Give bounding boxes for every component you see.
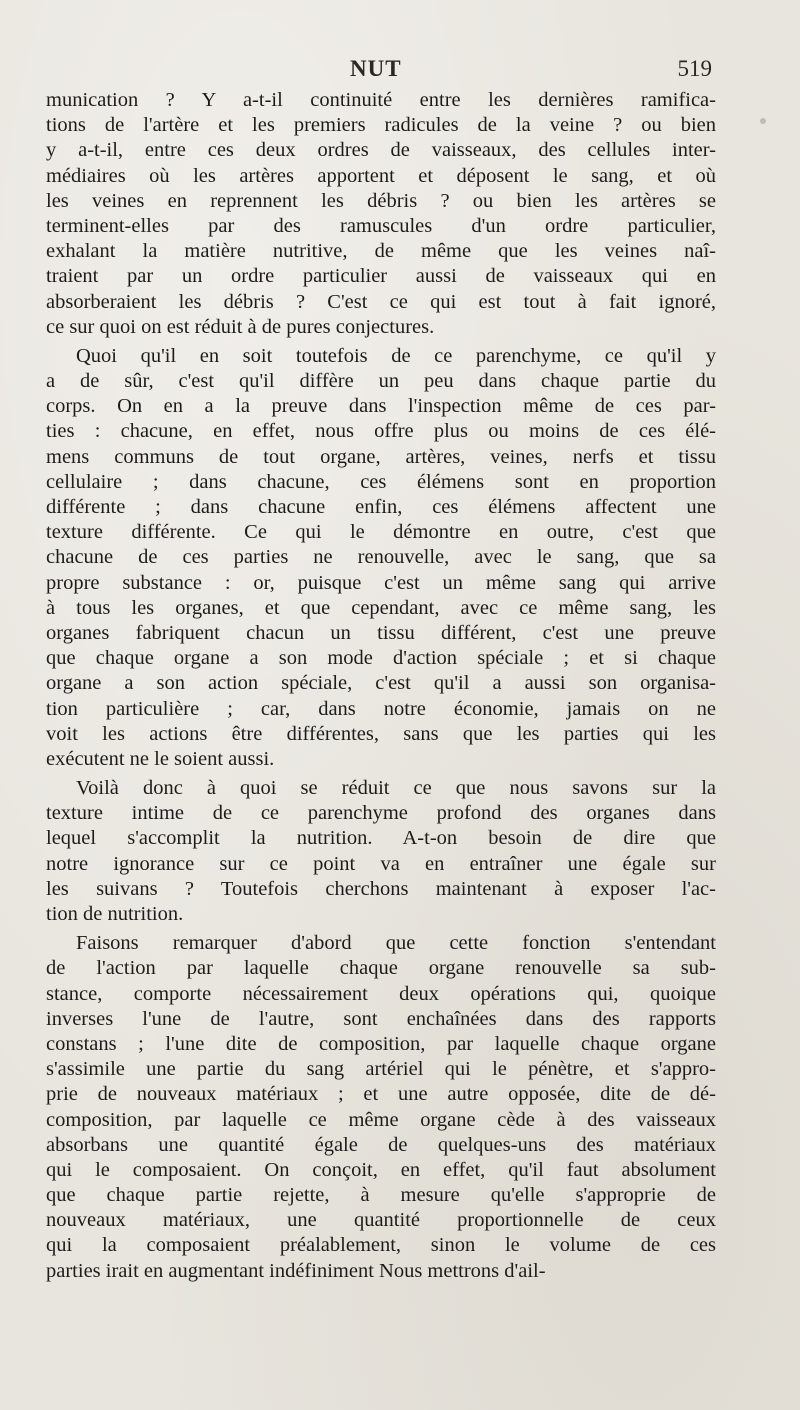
text-line: exhalant la matière nutritive, de même que les veines naî- — [46, 240, 716, 263]
text-line: chacune de ces parties ne renouvelle, avec le sang, que sa — [46, 546, 716, 569]
text-line: absorbans une quantité égale de quelques-uns des matériaux — [46, 1133, 716, 1156]
paragraph — [46, 344, 716, 772]
text-line: Quoi qu'il en soit toutefois de ce parenchyme, ce qu'il y — [76, 344, 716, 367]
text-line: notre ignorance sur ce point va en entraîner une égale sur — [46, 852, 716, 875]
text-line: que chaque organe a son mode d'action spéciale ; et si chaque — [46, 647, 716, 670]
paper-spot — [760, 118, 766, 124]
text-line: les suivans ? Toutefois cherchons maintenant à exposer l'ac- — [46, 877, 716, 900]
text-line: mens communs de tout organe, artères, veines, nerfs et tissu — [46, 445, 716, 468]
text-line: inverses l'une de l'autre, sont enchaînées dans des rapports — [46, 1007, 716, 1030]
text-line: tion de nutrition. — [46, 903, 184, 925]
text-line: qui la composaient préalablement, sinon le volume de ces — [46, 1234, 716, 1257]
text-line: cellulaire ; dans chacune, ces élémens sont en proportion — [46, 470, 716, 493]
text-line: tion particulière ; car, dans notre économie, jamais on ne — [46, 697, 716, 720]
text-line: exécutent ne le soient aussi. — [46, 747, 275, 770]
running-head — [0, 56, 800, 86]
text-line: organes fabriquent chacun un tissu différent, c'est une preuve — [46, 621, 716, 644]
paragraph — [46, 776, 716, 927]
text-line: ce sur quoi on est réduit à de pures conjectures. — [46, 315, 435, 338]
text-line: corps. On en a la preuve dans l'inspection même de ces par- — [46, 395, 716, 418]
text-line: y a-t-il, entre ces deux ordres de vaisseaux, des cellules inter- — [46, 139, 716, 162]
paragraph — [46, 931, 716, 1284]
text-line: traient par un ordre particulier aussi de vaisseaux qui en — [46, 265, 716, 288]
text-line: à tous les organes, et que cependant, avec ce même sang, les — [46, 596, 716, 619]
text-line: propre substance : or, puisque c'est un même sang qui arrive — [46, 571, 716, 594]
text-line: composition, par laquelle ce même organe cède à des vaisseaux — [46, 1108, 716, 1131]
running-head-title: NUT — [350, 56, 402, 81]
text-line: différente ; dans chacune enfin, ces élémens affectent une — [46, 496, 716, 518]
body-text — [46, 88, 716, 1284]
text-line: nouveaux matériaux, une quantité proportionnelle de ceux — [46, 1209, 716, 1232]
text-line: s'assimile une partie du sang artériel qui le pénètre, et s'appro- — [46, 1058, 716, 1081]
text-line: lequel s'accomplit la nutrition. A-t-on besoin de dire que — [46, 827, 716, 850]
text-line: de l'action par laquelle chaque organe renouvelle sa sub- — [46, 957, 716, 980]
text-line: organe a son action spéciale, c'est qu'il a aussi son organisa- — [46, 672, 716, 695]
text-line: voit les actions être différentes, sans que les parties qui les — [46, 722, 716, 745]
text-line: que chaque partie rejette, à mesure qu'elle s'approprie de — [46, 1184, 716, 1207]
text-line: absorberaient les débris ? C'est ce qui est tout à fait ignoré, — [46, 290, 716, 313]
text-line: les veines en reprennent les débris ? ou bien les artères se — [46, 189, 716, 212]
text-line: qui le composaient. On conçoit, en effet, qu'il faut absolument — [46, 1158, 716, 1181]
text-line: prie de nouveaux matériaux ; et une autre opposée, dite de dé- — [46, 1083, 716, 1106]
paragraph — [46, 88, 716, 340]
text-line: parties irait en augmentant indéfiniment Nous mettrons d'ail- — [46, 1259, 546, 1282]
text-line: Faisons remarquer d'abord que cette fonction s'entendant — [76, 932, 716, 955]
text-line: terminent-elles par des ramuscules d'un ordre particulier, — [46, 214, 716, 237]
text-line: tions de l'artère et les premiers radicules de la veine ? ou bien — [46, 114, 716, 137]
text-line: a de sûr, c'est qu'il diffère un peu dans chaque partie du — [46, 370, 716, 393]
text-line: ties : chacune, en effet, nous offre plus ou moins de ces élé- — [46, 420, 716, 443]
text-line: stance, comporte nécessairement deux opérations qui, quoique — [46, 982, 716, 1005]
text-line: Voilà donc à quoi se réduit ce que nous savons sur la — [76, 777, 716, 800]
text-line: texture différente. Ce qui le démontre en outre, c'est que — [46, 521, 716, 544]
text-line: texture intime de ce parenchyme profond des organes dans — [46, 802, 716, 825]
text-line: constans ; l'une dite de composition, par laquelle chaque organe — [46, 1032, 716, 1055]
text-line: munication ? Y a-t-il continuité entre les dernières ramifica- — [46, 89, 716, 111]
page-number: 519 — [677, 56, 712, 81]
text-line: médiaires où les artères apportent et déposent le sang, et où — [46, 164, 716, 187]
